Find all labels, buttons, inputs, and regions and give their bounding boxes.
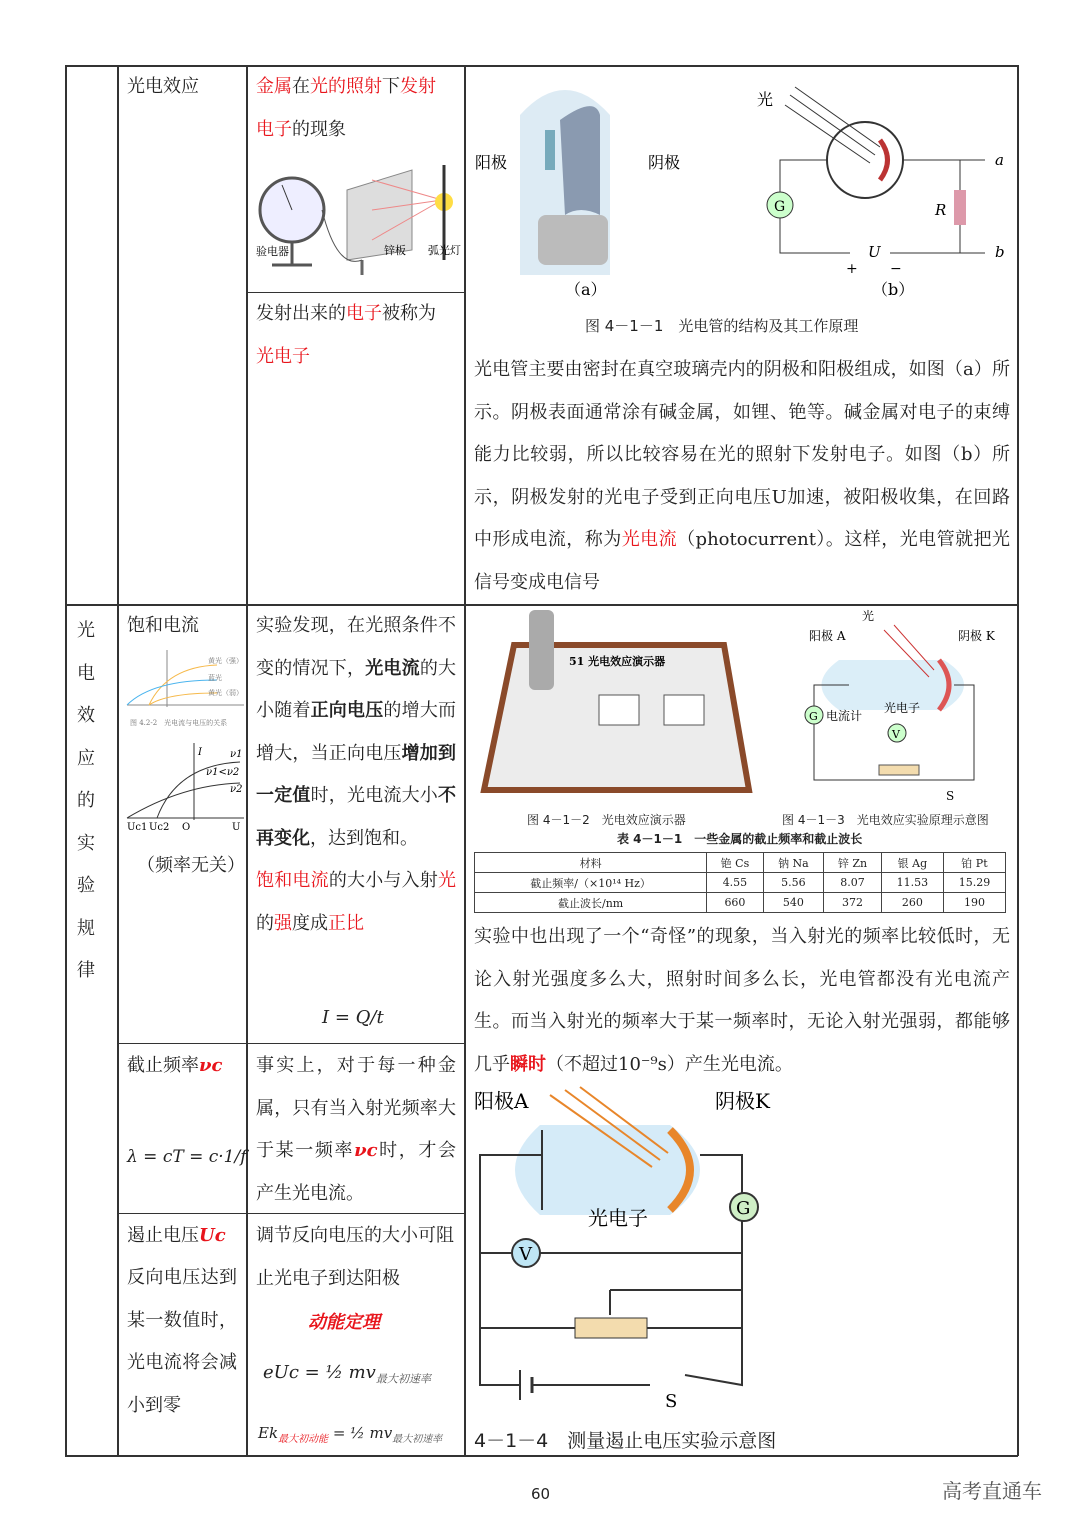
svg-text:G: G bbox=[774, 199, 786, 215]
svg-text:弧光灯: 弧光灯 bbox=[428, 244, 461, 257]
svg-text:V: V bbox=[892, 728, 900, 741]
saturation-desc: 实验发现，在光照条件不变的情况下，光电流的大小随着正向电压的增大而增大，当正向电压增加到一定值时，光电流大小不再变化，达到饱和。 饱和电流的大小与入射光的强度成正比 bbox=[256, 615, 457, 934]
definition: 金属在光的照射下发射 电子的现象 bbox=[256, 76, 436, 140]
svg-text:V: V bbox=[519, 1244, 532, 1265]
svg-text:阴极: 阴极 bbox=[648, 153, 681, 172]
svg-text:光电子: 光电子 bbox=[588, 1206, 648, 1230]
cutoff-table bbox=[474, 852, 1006, 913]
table-header-row: 材料 铯 Cs 钠 Na 锌 Zn 银 Ag 铂 Pt bbox=[475, 853, 1006, 873]
current-formula: I = Q/t bbox=[322, 1007, 384, 1028]
svg-text:ν1<ν2: ν1<ν2 bbox=[206, 767, 240, 778]
saturation-title: 饱和电流 bbox=[127, 615, 199, 636]
current-voltage-graphs bbox=[122, 645, 246, 840]
svg-text:阴极K: 阴极K bbox=[715, 1089, 770, 1113]
table-row: 截止频率/（×10¹⁴ Hz） 4.55 5.56 8.07 11.53 15.29 bbox=[475, 873, 1006, 893]
svg-text:51 光电效应演示器: 51 光电效应演示器 bbox=[569, 655, 666, 668]
frequency-note: （频率无关） bbox=[137, 855, 245, 876]
svg-text:阳极A: 阳极A bbox=[474, 1089, 529, 1113]
stopping-desc-left: 反向电压达到某一数值时，光电流将会减小到零 bbox=[127, 1267, 237, 1416]
table-row: 截止波长/nm 660 540 372 260 190 bbox=[475, 893, 1006, 913]
svg-text:锌板: 锌板 bbox=[384, 244, 406, 257]
svg-text:（a）: （a） bbox=[565, 280, 607, 299]
figure-caption: 4－1－4 测量遏止电压实验示意图 bbox=[474, 1430, 777, 1452]
side-label: 光 电 效 应 的 实 验 规 律 bbox=[77, 620, 95, 981]
phototube-figure bbox=[470, 75, 1015, 305]
svg-text:G: G bbox=[736, 1198, 751, 1219]
svg-text:阳极: 阳极 bbox=[475, 153, 508, 172]
svg-text:Uc1: Uc1 bbox=[127, 822, 148, 833]
wavelength-formula: λ = cT = c·1/f bbox=[127, 1147, 247, 1167]
figure-caption: 图 4－1－1 光电管的结构及其工作原理 bbox=[585, 317, 859, 335]
stopping-desc: 调节反向电压的大小可阻止光电子到达阳极 bbox=[256, 1225, 454, 1289]
figure-caption: 图 4－1－2 光电效应演示器 bbox=[527, 813, 686, 827]
svg-text:黄光（强）: 黄光（强） bbox=[208, 657, 243, 665]
svg-text:（b）: （b） bbox=[872, 280, 915, 299]
svg-text:阳极 A: 阳极 A bbox=[809, 629, 846, 643]
cutoff-desc: 事实上，对于每一种金属，只有当入射光频率大于某一频率νc时，才会产生光电流。 bbox=[256, 1055, 457, 1204]
watermark: 高考直通车 bbox=[942, 1479, 1042, 1503]
svg-text:验电器: 验电器 bbox=[256, 245, 289, 258]
cutoff-title: 截止频率νc bbox=[127, 1055, 223, 1076]
svg-text:U: U bbox=[232, 822, 241, 833]
topic-label: 光电效应 bbox=[127, 76, 199, 97]
svg-text:a: a bbox=[995, 151, 1004, 169]
svg-text:ν1: ν1 bbox=[230, 749, 243, 760]
electroscope-figure bbox=[252, 160, 462, 280]
svg-text:S: S bbox=[946, 789, 955, 803]
photoelectron-definition: 发射出来的电子被称为 光电子 bbox=[256, 303, 436, 367]
equation-1: eUc = ½ $mv_{最大初速率}$ bbox=[263, 1362, 431, 1386]
svg-text:O: O bbox=[182, 822, 191, 833]
svg-text:U: U bbox=[868, 243, 881, 261]
svg-text:图 4.2-2 光电流与电压的关系: 图 4.2-2 光电流与电压的关系 bbox=[130, 719, 228, 727]
table-title: 表 4－1－1 一些金属的截止频率和截止波长 bbox=[617, 832, 863, 846]
svg-text:I: I bbox=[198, 747, 202, 758]
theorem-label: 动能定理 bbox=[308, 1312, 380, 1333]
stopping-voltage-figure bbox=[470, 1085, 1010, 1455]
phenomenon-paragraph: 实验中也出现了一个“奇怪”的现象，当入射光的频率比较低时，无论入射光强度多么大，照射时间多么长，光电管都没有光电流产生。而当入射光的频率大于某一频率时，无论入射光强弱，都能够几乎瞬时（不超过10⁻⁹s）产生光电流。 bbox=[474, 926, 1010, 1075]
svg-text:G: G bbox=[809, 710, 818, 723]
demonstrator-figures bbox=[474, 605, 1014, 810]
svg-text:阴极 K: 阴极 K bbox=[958, 629, 995, 643]
svg-text:b: b bbox=[995, 243, 1005, 261]
svg-text:R: R bbox=[935, 201, 947, 219]
stopping-title: 遏止电压Uc bbox=[127, 1225, 226, 1246]
svg-text:黄光（弱）: 黄光（弱） bbox=[208, 689, 243, 697]
svg-text:−: − bbox=[890, 261, 902, 277]
phototube-paragraph: 光电管主要由密封在真空玻璃壳内的阴极和阳极组成，如图（a）所示。阴极表面通常涂有碱金属，如锂、铯等。碱金属对电子的束缚能力比较弱，所以比较容易在光的照射下发射电子。如图（b）所示，阴极发射的光电子受到正向电压U加速，被阳极收集，在回路中形成电流，称为光电流（photocurrent）。这样，光电管就把光信号变成电信号 bbox=[474, 359, 1011, 593]
svg-text:Uc2: Uc2 bbox=[149, 822, 170, 833]
figure-caption: 图 4－1－3 光电效应实验原理示意图 bbox=[782, 813, 989, 827]
page-number: 60 bbox=[531, 1485, 551, 1503]
svg-text:蓝光: 蓝光 bbox=[208, 674, 222, 682]
svg-text:+: + bbox=[846, 261, 858, 277]
svg-text:电流计: 电流计 bbox=[826, 709, 863, 723]
equation-2: $Ek_{最大初动能}$ = ½ $mv_{最大初速率}$ bbox=[258, 1424, 443, 1445]
svg-text:光: 光 bbox=[757, 90, 774, 109]
svg-text:光电子: 光电子 bbox=[884, 701, 921, 715]
svg-text:S: S bbox=[665, 1391, 678, 1412]
svg-text:光: 光 bbox=[862, 609, 875, 623]
svg-text:ν2: ν2 bbox=[230, 784, 243, 795]
